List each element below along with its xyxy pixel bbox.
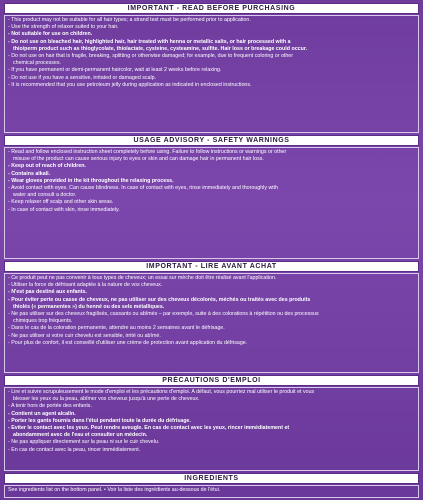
- warning-line: - Pour plus de confort, il est conseillé d'utiliser une crème de protection avant application du défrisage.: [8, 339, 248, 346]
- section-ingredients: [2, 473, 421, 498]
- warning-line: - Use the strength of relaxer suited to your hair.: [8, 24, 119, 31]
- section-heading: USAGE ADVISORY - SAFETY WARNINGS: [4, 135, 419, 146]
- section-body: [4, 273, 419, 373]
- section-body: [4, 485, 419, 498]
- warning-line: water and consult a doctor.: [13, 192, 77, 199]
- warning-line: - This product may not be suitable for all hair types; a strand test must be performed prior to application.: [8, 17, 251, 23]
- warning-line: - Contient un agent alcalin.: [8, 410, 76, 417]
- section-read-before-purchasing: [2, 3, 421, 133]
- warning-line: - Ce produit peut ne pas convenir à tous types de cheveux; un essai sur mèche doit être réalisé avant l'application.: [8, 275, 277, 281]
- warning-line: - Ne pas utiliser sur des cheveux fragilisés, cassants ou abîmés – par exemple, suite à des colorations à répétition ou des processus: [8, 311, 319, 318]
- section-precautions-emploi: [2, 375, 421, 471]
- warning-line: - Read and follow enclosed instruction sheet completely before using. Failure to follow instructions or warnings or other: [8, 149, 287, 155]
- section-body: [4, 147, 419, 259]
- section-body: [4, 15, 419, 133]
- warning-line: blesser les yeux ou la peau, abîmer vos cheveux jusqu'à une perte de cheveux.: [13, 396, 200, 403]
- warning-line: - N'est pas destiné aux enfants.: [8, 289, 87, 296]
- warning-line: - Keep relaxer off scalp and other skin areas.: [8, 199, 114, 206]
- warning-line: misuse of the product can cause serious injury to eyes or skin and can damage hair in permanent hair loss.: [13, 156, 264, 163]
- section-heading: PRÉCAUTIONS D'EMPLOI: [4, 375, 419, 386]
- warning-line: abondamment avec de l'eau et consulter un médecin.: [13, 432, 148, 439]
- warning-line: - A tenir hors de portée des enfants.: [8, 403, 92, 410]
- warning-line: - Keep out of reach of children.: [8, 163, 86, 170]
- warning-line: thio/perm product such as thioglycolate, thiolactate, cysteine, cysteamine, sulfite. Hair loss or breakage could occur.: [13, 45, 308, 52]
- warning-line: - Contains alkali.: [8, 170, 51, 177]
- warning-line: - If you have permanent or demi-permanent haircolor, wait at least 2 weeks before relaxing.: [8, 67, 222, 74]
- warning-line: - Lire et suivre scrupuleusement le mode d'emploi et les précautions d'emploi. A défaut, vous pourriez mal utiliser le produit et vous: [8, 389, 315, 395]
- section-heading: IMPORTANT - LIRE AVANT ACHAT: [4, 261, 419, 272]
- warning-line: - Pour éviter perte ou casse de cheveux, ne pas utiliser sur des cheveux décolorés, méchés ou traités avec des produits: [8, 296, 311, 303]
- section-heading: INGREDIENTS: [4, 473, 419, 484]
- warning-line: thiolés (« permanentes ») du henné ou des sels métalliques.: [13, 303, 165, 310]
- warning-line: - Do not use if you have a sensitive, irritated or damaged scalp.: [8, 74, 157, 81]
- warning-line: - Not suitable for use on children.: [8, 31, 93, 38]
- warning-line: - Do not use on bleached hair, highlighted hair, hair treated with henna or metallic salts, or hair processed with a: [8, 38, 291, 45]
- warning-line: - Ne pas utiliser si votre cuir chevelu est sensible, irrité ou abîmé.: [8, 332, 161, 339]
- warning-line: - It is recommended that you use petroleum jelly during application as indicated in enclosed instructions.: [8, 81, 252, 88]
- warning-line: - Utiliser la force de défrisant adaptée à la nature de vos cheveux.: [8, 282, 163, 289]
- warning-line: - Dans le cas de la coloration permanente, attendre au moins 2 semaines avant le défrisage.: [8, 325, 225, 332]
- warning-line: - Wear gloves provided in the kit throughout the relaxing process.: [8, 177, 174, 184]
- warning-line: chimiques trop fréquents.: [13, 318, 73, 325]
- warning-line: chemical processes.: [13, 60, 61, 67]
- warning-line: - Porter les gants fournis dans l'étui pendant toute la durée du défrisage.: [8, 417, 191, 424]
- warning-line: See ingredients list on the bottom panel. • Voir la liste des ingrédients au-dessous de l'étui.: [8, 487, 221, 493]
- section-body: [4, 387, 419, 471]
- warning-line: - Do not use on hair that is fragile, breaking, splitting or otherwise damaged; for example, due to frequent coloring or other: [8, 53, 294, 60]
- warning-line: - In case of contact with skin, rinse immediately.: [8, 206, 120, 213]
- warning-line: - En cas de contact avec la peau, rincer immédiatement.: [8, 446, 141, 453]
- section-lire-avant-achat: [2, 261, 421, 373]
- warning-line: - Ne pas appliquer directement sur la peau ni sur le cuir chevelu.: [8, 439, 160, 446]
- section-heading: IMPORTANT - READ BEFORE PURCHASING: [4, 3, 419, 14]
- warning-line: - Eviter le contact avec les yeux. Peut rendre aveugle. En cas de contact avec les yeux, rincer immédiatement et: [8, 425, 290, 432]
- warning-line: - Avoid contact with eyes. Can cause blindness. In case of contact with eyes, rinse immediately and thoroughly with: [8, 185, 278, 192]
- section-usage-advisory: [2, 135, 421, 259]
